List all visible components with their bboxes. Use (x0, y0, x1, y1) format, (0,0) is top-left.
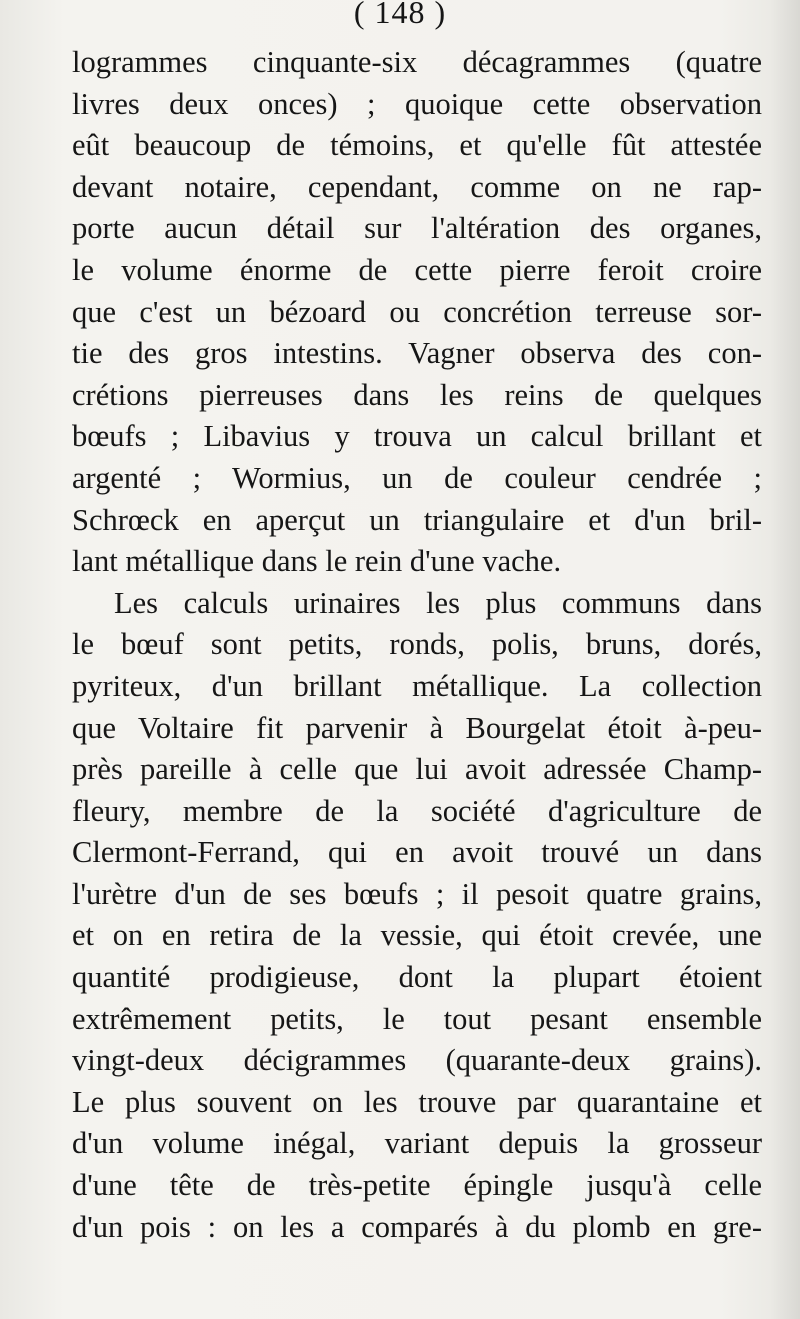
text-line: devant notaire, cependant, comme on ne rap- (72, 169, 762, 204)
text-line: livres deux onces) ; quoique cette observation (72, 86, 762, 121)
text-line: vingt-deux décigrammes (quarante-deux grains). (72, 1043, 762, 1078)
text-line: argenté ; Wormius, un de couleur cendrée ; (72, 460, 762, 495)
text-line: Clermont-Ferrand, qui en avoit trouvé un dans (72, 835, 762, 870)
text-line: d'un volume inégal, variant depuis la grosseur (72, 1126, 762, 1161)
paragraph-1 (72, 42, 762, 583)
text-line: Les calculs urinaires les plus communs dans (114, 585, 762, 620)
text-line: logrammes cinquante-six décagrammes (quatre (72, 45, 762, 79)
page-edge-shadow (770, 0, 800, 1319)
text-line: et on en retira de la vessie, qui étoit crevée, une (72, 918, 762, 953)
text-line: pyriteux, d'un brillant métallique. La collection (72, 668, 762, 703)
text-line: bœufs ; Libavius y trouva un calcul brillant et (72, 419, 762, 454)
body-text (72, 42, 762, 1248)
text-line: tie des gros intestins. Vagner observa des con- (72, 336, 762, 371)
text-line: près pareille à celle que lui avoit adressée Champ- (72, 752, 762, 787)
text-line: fleury, membre de la société d'agriculture de (72, 793, 762, 828)
text-line: que c'est un bézoard ou concrétion terreuse sor- (72, 294, 762, 329)
text-line: le volume énorme de cette pierre feroit croire (72, 252, 762, 287)
text-line: d'une tête de très-petite épingle jusqu'à celle (72, 1168, 762, 1203)
text-line: Le plus souvent on les trouve par quarantaine et (72, 1084, 762, 1119)
text-line: quantité prodigieuse, dont la plupart étoient (72, 960, 762, 995)
text-line: que Voltaire fit parvenir à Bourgelat étoit à-peu- (72, 710, 762, 745)
text-line: eût beaucoup de témoins, et qu'elle fût attestée (72, 128, 762, 163)
text-line: le bœuf sont petits, ronds, polis, bruns, dorés, (72, 627, 762, 662)
text-line: d'un pois : on les a comparés à du plomb en gre- (72, 1209, 762, 1244)
text-line: crétions pierreuses dans les reins de quelques (72, 377, 762, 412)
text-line: extrêmement petits, le tout pesant ensemble (72, 1001, 762, 1036)
text-line: Schrœck en aperçut un triangulaire et d'un bril- (72, 502, 762, 537)
text-line: l'urètre d'un de ses bœufs ; il pesoit quatre grains, (72, 876, 762, 911)
text-line: lant métallique dans le rein d'une vache. (72, 544, 562, 579)
paragraph-2 (72, 583, 762, 1249)
page-number: ( 148 ) (353, 0, 447, 30)
text-line: porte aucun détail sur l'altération des organes, (72, 211, 762, 246)
